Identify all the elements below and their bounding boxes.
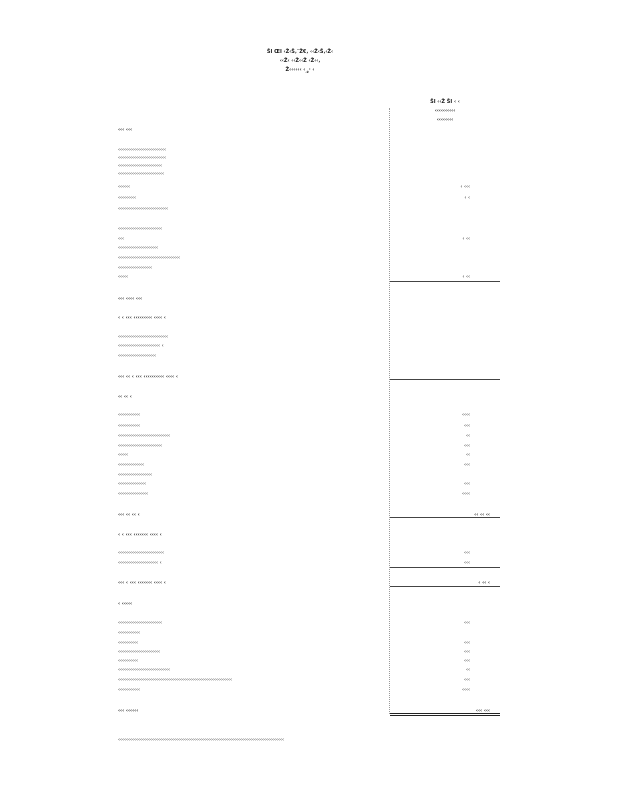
total-label: ‹‹‹ ‹‹‹‹‹‹ [118,708,139,714]
line-item-label: ‹‹‹‹‹ [118,452,128,458]
line-item-label: ‹‹‹‹‹‹‹‹‹‹‹ [118,412,140,418]
statement-title: ŠI ŒI ‹Ž‹Š‚¯Ž€‚ ‹‹Ž‹Š‚‹Ž‹ [266,49,334,55]
line-item-label: ‹‹‹‹‹‹‹‹‹‹‹‹‹‹‹‹‹ [118,472,152,478]
line-item-value: ‹‹‹ [464,423,470,429]
line-item-value: ‹‹ [466,433,470,439]
statement-date-line [200,67,400,75]
line-item-label: ‹‹‹‹‹‹‹‹‹‹‹‹‹‹‹‹‹‹‹‹‹‹‹ [118,550,164,556]
section-heading: ‹‹‹ ‹‹‹ [118,127,133,133]
subtotal-value: ‹‹ ‹‹ ‹‹ [474,512,490,518]
subtotal-label: ‹‹‹ ‹‹‹‹ ‹‹‹ [118,296,143,302]
total-double-rule [390,713,500,716]
subtotal-rule [390,281,500,282]
line-item-label: ‹‹‹‹‹‹‹‹‹‹‹‹‹‹‹‹‹‹‹‹‹‹‹‹‹‹‹‹‹‹‹ [118,255,180,261]
line-item-value: ‹‹‹ [464,481,470,487]
line-item-label: ‹‹‹‹‹‹‹‹‹‹‹‹‹‹‹‹‹‹‹‹‹ [118,649,160,655]
column-header-line2: ‹‹‹‹‹‹‹‹‹‹ [434,108,456,114]
footnote: ‹‹‹‹‹‹‹‹‹‹‹‹‹‹‹‹‹‹‹‹‹‹‹‹‹‹‹‹‹‹‹‹‹‹‹‹‹‹‹‹‹‹‹‹‹‹‹‹‹‹‹‹‹‹‹‹‹‹‹‹‹‹‹‹‹‹‹‹‹‹‹‹‹‹‹‹‹‹‹‹‹‹‹ [118,737,284,743]
line-item-label: ‹‹‹‹‹‹‹‹‹‹‹‹‹‹‹‹‹‹‹‹‹‹‹ [118,171,164,177]
statement-subtitle: ‹‹Ž‹ ‹‹Ž‹‹Ž ‹Ž‹‹‚ [279,58,321,64]
line-item-label: ‹‹‹‹‹‹‹‹‹‹‹‹‹‹‹‹‹‹‹‹ ‹ [118,560,162,566]
line-item-value: ‹‹‹ [464,560,470,566]
section-heading: ‹ ‹‹‹‹‹ [118,601,133,607]
line-item-value: ‹‹‹ [464,462,470,468]
line-item-label: ‹‹‹‹‹‹‹‹‹‹‹‹‹‹‹‹‹‹‹‹‹‹ [118,443,162,449]
line-item-label: ‹‹‹‹‹‹‹‹‹‹‹‹‹‹‹‹‹ [118,265,152,271]
subtotal-rule [390,567,500,568]
line-item-label: ‹‹‹‹‹‹‹‹‹‹‹‹‹‹‹‹‹‹‹‹‹‹ [118,163,162,169]
date-line-subscript: ‹Ž [305,70,309,74]
total-value: ‹‹‹ ‹‹‹ [475,708,490,714]
line-item-label: ‹‹‹ [118,236,124,242]
line-item-label: ‹‹‹‹‹‹‹‹‹ [118,195,136,201]
line-item-value: ‹‹ [466,667,470,673]
line-item-label: ‹‹‹‹‹‹‹‹‹‹‹‹‹‹‹‹‹‹‹‹‹‹‹‹ [118,147,166,153]
line-item-label: ‹‹‹‹‹‹‹‹‹‹‹‹‹‹‹‹‹‹‹‹‹‹‹‹ [118,155,166,161]
line-item-value: ‹‹‹‹ [462,491,470,497]
line-item-value: ‹‹‹ [464,649,470,655]
line-item-value: ‹ ‹‹‹ [460,184,470,190]
line-item-value: ‹ ‹ [464,195,470,201]
line-item-value: ‹‹‹ [464,620,470,626]
section-heading: ‹ ‹ ‹‹‹ ‹‹‹‹‹‹‹‹‹ ‹‹‹‹ ‹ [118,315,166,321]
line-item-value: ‹‹‹ [464,640,470,646]
line-item-label: ‹‹‹‹‹‹‹‹‹‹‹‹‹‹‹‹‹‹‹‹‹‹‹‹‹‹‹‹‹‹‹‹‹‹‹‹‹‹‹‹‹‹‹‹‹‹‹‹‹‹‹‹‹‹‹‹‹ [118,677,232,683]
subtotal-rule [390,586,500,587]
line-item-label: ‹‹‹‹‹‹‹‹‹‹ [118,640,138,646]
line-item-label: ‹‹‹‹‹ [118,274,128,280]
line-item-label: ‹‹‹‹‹‹‹‹‹‹‹‹‹‹‹‹‹‹‹‹‹ ‹ [118,343,164,349]
column-divider [389,108,390,714]
line-item-label: ‹‹‹‹‹‹‹‹‹‹‹‹‹‹‹‹‹‹‹‹‹‹‹‹‹ [118,334,168,340]
line-item-value: ‹ ‹‹ [462,236,470,242]
subtotal-rule [390,517,500,518]
line-item-label: ‹‹‹‹‹‹‹‹‹‹‹‹‹‹‹‹‹‹‹‹‹‹‹‹‹‹ [118,433,170,439]
line-item-label: ‹‹‹‹‹‹‹‹‹‹‹ [118,423,140,429]
date-line-text: Ž‹‹‹‹‹‹ ‹ [285,67,306,73]
line-item-label: ‹‹‹‹‹‹‹‹‹‹‹‹‹‹ [118,481,146,487]
line-item-value: ‹‹‹ [464,550,470,556]
column-header-line1: ŠI ‹‹Ž ŠI ‹ ‹ [430,99,460,105]
line-item-value: ‹‹‹ [464,677,470,683]
subtotal-value: ‹ ‹‹ ‹ [478,580,490,586]
line-item-value: ‹‹‹ [464,658,470,664]
line-item-value: ‹‹‹ [464,443,470,449]
subtotal-label: ‹‹‹ ‹ ‹‹‹ ‹‹‹‹‹‹‹ ‹‹‹‹ ‹ [118,580,166,586]
line-item-value: ‹‹‹‹ [462,412,470,418]
subtotal-rule [390,379,500,380]
line-item-label: ‹‹‹‹‹‹‹‹‹‹‹ [118,630,140,636]
line-item-label: ‹‹‹‹‹‹‹‹‹‹‹‹‹‹‹ [118,491,148,497]
subtotal-label: ‹‹‹ ‹‹ ‹‹ ‹ [118,512,140,518]
line-item-value: ‹ ‹‹ [462,274,470,280]
line-item-value: ‹‹‹‹ [462,687,470,693]
line-item-label: ‹‹‹‹‹‹‹‹‹‹‹‹‹‹‹‹‹‹‹ [118,353,156,359]
date-line-tail: · ‹ [308,67,315,73]
line-item-label: ‹‹‹‹‹‹‹‹‹‹‹‹‹‹‹‹‹‹‹‹‹‹‹‹‹‹ [118,667,170,673]
subtotal-label: ‹‹‹ ‹‹ ‹ ‹‹‹ ‹‹‹‹‹‹‹‹‹‹ ‹‹‹‹ ‹ [118,374,178,380]
line-item-label: ‹‹‹‹‹‹‹‹‹‹‹‹‹ [118,462,144,468]
section-heading: ‹ ‹ ‹‹‹ ‹‹‹‹‹‹‹ ‹‹‹‹ ‹ [118,532,162,538]
line-item-label: ‹‹‹‹‹‹‹‹‹‹‹‹‹‹‹‹‹‹‹‹‹‹ [118,226,162,232]
line-item-label: ‹‹‹‹‹‹‹‹‹‹‹‹‹‹‹‹‹‹‹‹‹‹ [118,620,162,626]
line-item-value: ‹‹ [466,452,470,458]
line-item-label: ‹‹‹‹‹‹‹‹‹‹‹ [118,687,140,693]
line-item-label: ‹‹‹‹‹‹‹‹‹‹‹‹‹‹‹‹‹‹‹‹‹‹‹‹‹ [118,206,168,212]
line-item-label: ‹‹‹‹‹‹‹‹‹‹‹‹‹‹‹‹‹‹‹‹ [118,245,158,251]
line-item-label: ‹‹‹‹‹‹‹‹‹‹ [118,658,138,664]
section-heading: ‹‹ ‹‹ ‹ [118,394,132,400]
column-header-line3: ‹‹‹‹‹‹‹‹ [436,117,454,123]
line-item-label: ‹‹‹‹‹‹ [118,184,130,190]
